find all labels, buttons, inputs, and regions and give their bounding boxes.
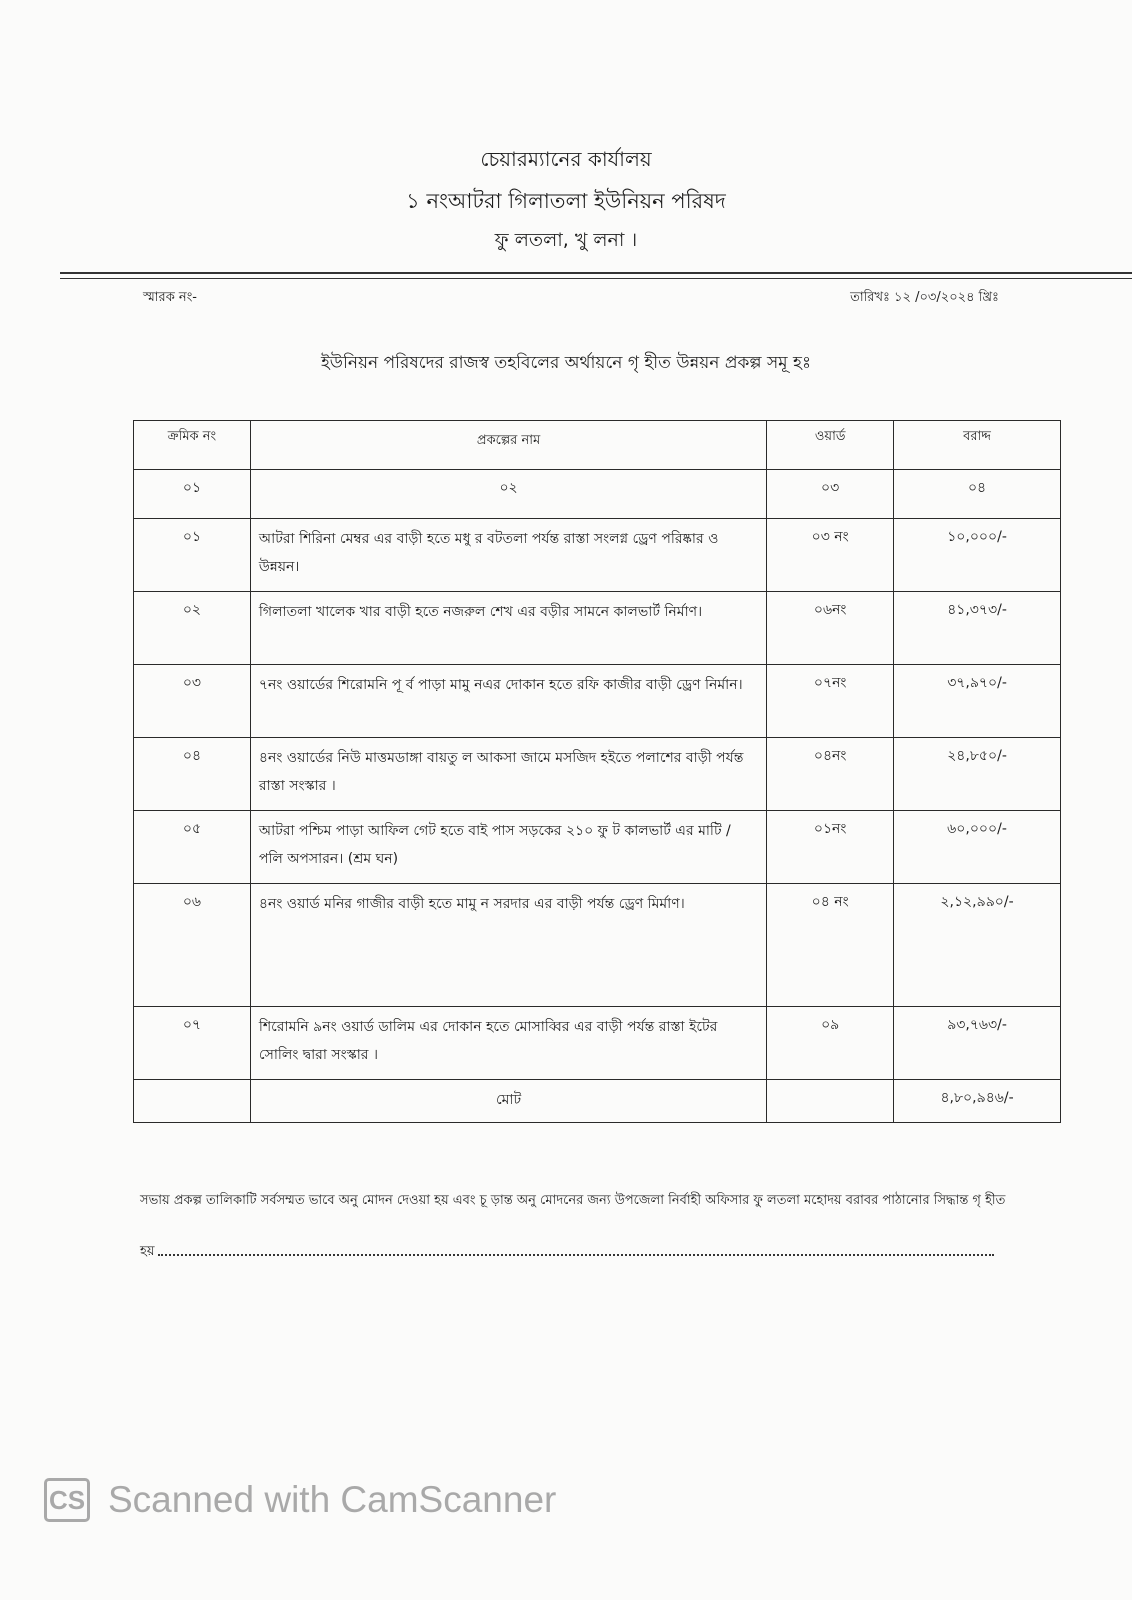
project-name-cell: ৪নং ওয়ার্ডের নিউ মাত্তমডাঙ্গা বায়তু ল আকসা জামে মসজিদ হইতে পলাশের বাড়ী পর্যন্ত রাস্তা সংস্কার । [250,738,766,811]
allocation-cell: ২৪,৮৫০/- [894,738,1061,811]
location: ফু লতলা, খু লনা । [494,229,638,251]
header-project-name: প্রকল্পের নাম [250,421,766,470]
header-divider-bottom [60,278,1132,279]
project-name-cell: আটরা শিরিনা মেম্বর এর বাড়ী হতে মধু র বটতলা পর্যন্ত রাস্তা সংলগ্ন ড্রেণ পরিষ্কার ও উন্নয়ন। [250,519,766,592]
column-number: ০৪ [894,470,1061,519]
office-title: চেয়ারম্যানের কার্যালয় [480,147,652,171]
column-number-row [134,470,1061,519]
serial-cell: ০৫ [134,811,251,884]
table-row [134,884,1061,1007]
memo-number-label: স্মারক নং- [143,290,197,305]
table-header-row [134,421,1061,470]
serial-cell: ০২ [134,592,251,665]
allocation-cell: ২,১২,৯৯০/- [894,884,1061,1007]
ward-cell: ০৩ নং [767,519,894,592]
allocation-cell: ৯৩,৭৬৩/- [894,1007,1061,1080]
serial-cell: ০৪ [134,738,251,811]
resolution-note: সভায় প্রকল্প তালিকাটি সর্বসম্মত ভাবে অনু মোদন দেওয়া হয় এবং চূ ড়ান্ত অনু মোদনের জন্য উপজেলা নির্বাহী অফিসার ফু লতলা মহোদয় বরাবর পাঠানোর সিদ্ধান্ত গৃ হীত [140,1193,1006,1208]
total-row [134,1080,1061,1123]
table-row [134,592,1061,665]
ward-cell: ০৬নং [767,592,894,665]
ward-cell: ০৭নং [767,665,894,738]
table-row [134,1007,1061,1080]
project-name-cell: ৭নং ওয়ার্ডের শিরোমনি পূ র্ব পাড়া মামু নএর দোকান হতে রফি কাজীর বাড়ী ড্রেণ নির্মান। [250,665,766,738]
header-ward: ওয়ার্ড [767,421,894,470]
total-label: মোট [250,1080,766,1123]
ward-cell: ০৯ [767,1007,894,1080]
allocation-cell: ৬০,০০০/- [894,811,1061,884]
total-ward-empty-cell [767,1080,894,1123]
serial-cell: ০১ [134,519,251,592]
resolution-note-tail: হয় [140,1244,155,1259]
camscanner-watermark [44,1478,556,1522]
project-name-cell: ৪নং ওয়ার্ড মনির গাজীর বাড়ী হতে মামু ন সরদার এর বাড়ী পর্যন্ত ড্রেণ মির্মাণ। [250,884,766,1007]
ward-cell: ০৪ নং [767,884,894,1007]
camscanner-text: Scanned with CamScanner [108,1479,557,1520]
table-row [134,811,1061,884]
project-name-cell: গিলাতলা খালেক খার বাড়ী হতে নজরুল শেখ এর বড়ীর সামনে কালভার্ট নির্মাণ। [250,592,766,665]
date-label: তারিখঃ ১২ /০৩/২০২৪ খ্রিঃ [850,290,999,305]
total-empty-cell [134,1080,251,1123]
table-row [134,665,1061,738]
serial-cell: ০৬ [134,884,251,1007]
allocation-cell: ৩৭,৯৭০/- [894,665,1061,738]
ward-cell: ০৪নং [767,738,894,811]
header-serial: ক্রমিক নং [134,421,251,470]
union-name: ১ নংআটরা গিলাতলা ইউনিয়ন পরিষদ [406,189,726,213]
camscanner-logo-icon: CS [44,1478,90,1522]
header-allocation: বরাদ্দ [894,421,1061,470]
project-name-cell: শিরোমনি ৯নং ওয়ার্ড ডালিম এর দোকান হতে মোসাব্বির এর বাড়ী পর্যন্ত রাস্তা ইটের সোলিং দ্বারা সংস্কার । [250,1007,766,1080]
total-value: ৪,৮০,৯৪৬/- [894,1080,1061,1123]
table-row [134,738,1061,811]
header-divider-top [60,272,1132,274]
serial-cell: ০৭ [134,1007,251,1080]
dotted-signature-line [158,1254,994,1256]
project-name-cell: আটরা পশ্চিম পাড়া আফিল গেট হতে বাই পাস সড়কের ২১০ ফু ট কালভার্ট এর মাটি / পলি অপসারন। (শ্রম ঘন) [250,811,766,884]
column-number: ০১ [134,470,251,519]
column-number: ০২ [250,470,766,519]
table-row [134,519,1061,592]
ward-cell: ০১নং [767,811,894,884]
subject-heading: ইউনিয়ন পরিষদের রাজস্ব তহবিলের অর্থায়নে গৃ হীত উন্নয়ন প্রকল্প সমূ হঃ [320,353,812,373]
column-number: ০৩ [767,470,894,519]
allocation-cell: ১০,০০০/- [894,519,1061,592]
allocation-cell: ৪১,৩৭৩/- [894,592,1061,665]
project-table [133,420,1061,1123]
serial-cell: ০৩ [134,665,251,738]
